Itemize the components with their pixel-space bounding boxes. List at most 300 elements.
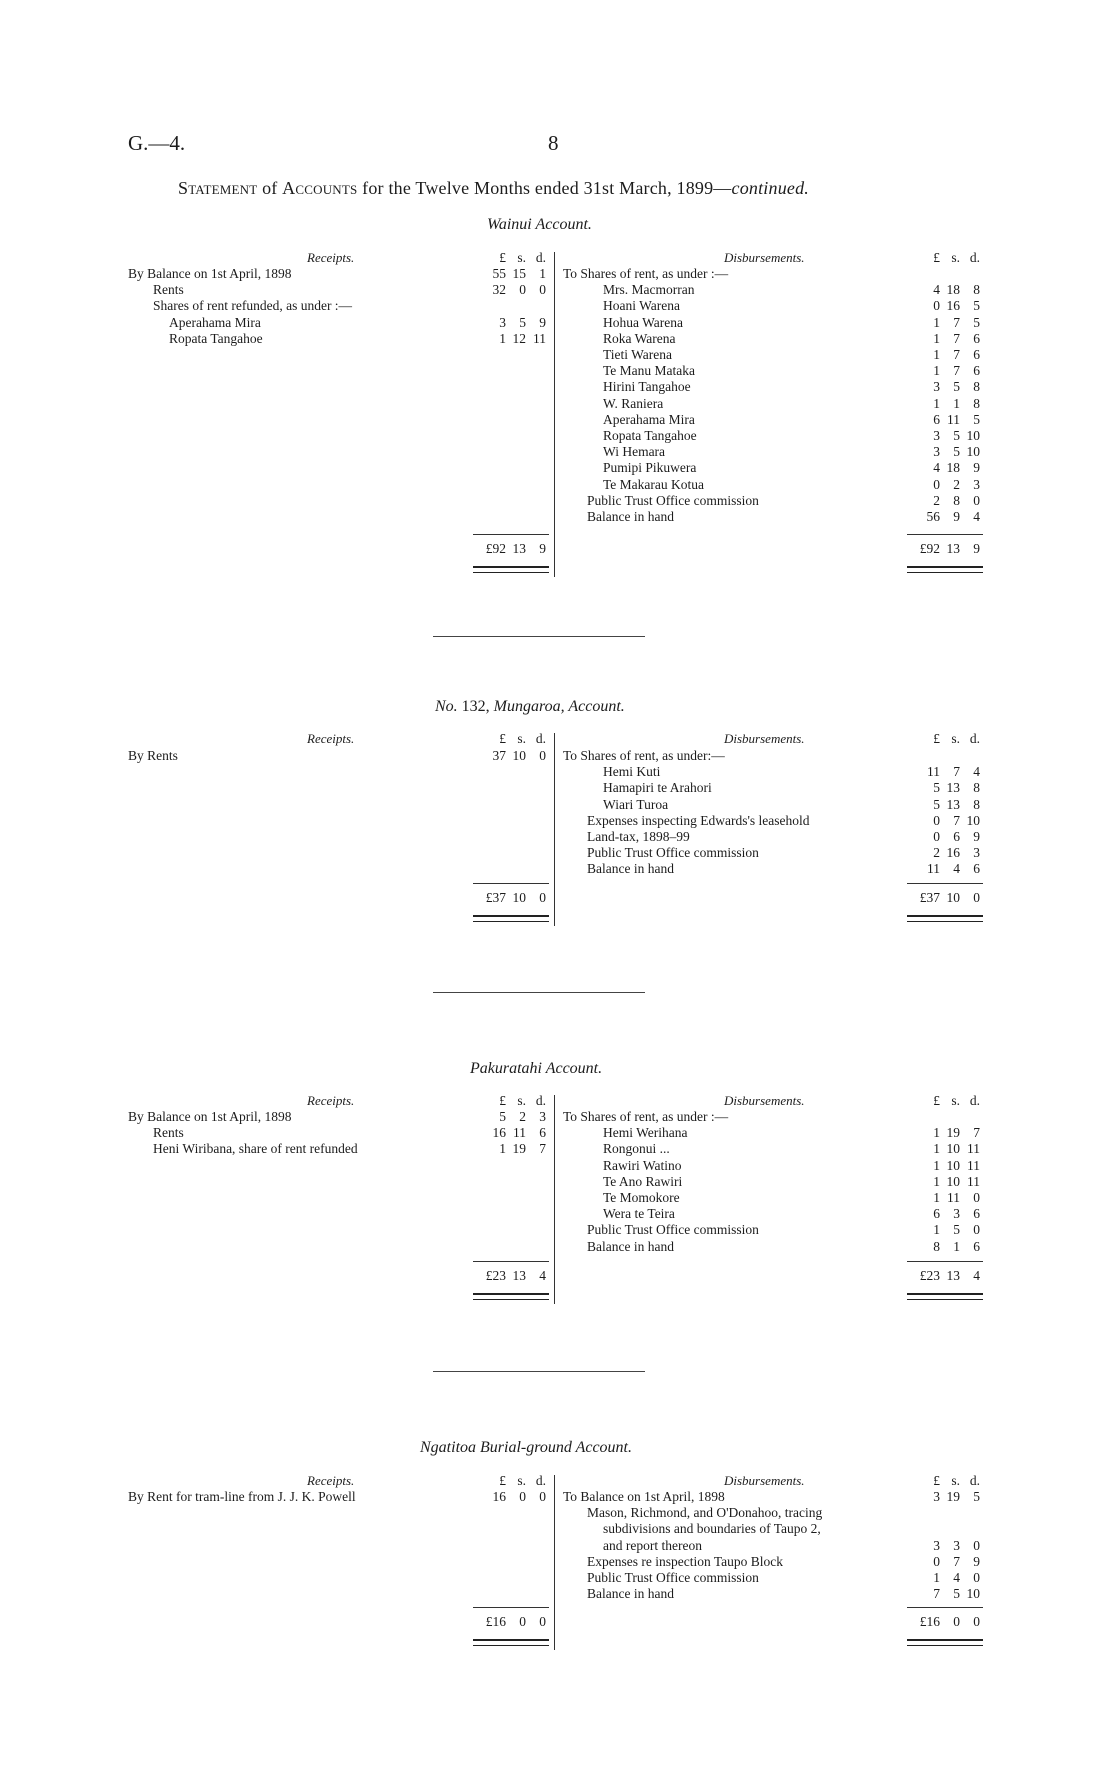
disbursement-amount-shillings: 7 bbox=[953, 347, 960, 362]
disbursement-amount-pence: 4 bbox=[973, 764, 980, 780]
disbursement-row-label: Rawiri Watino bbox=[603, 1157, 682, 1173]
receipt-amount-pounds: 37 bbox=[492, 748, 506, 763]
receipts-total-shillings: 10 bbox=[512, 890, 526, 905]
disbursement-amount-pence: 11 bbox=[967, 1173, 980, 1189]
receipt-amount-shillings: 0 bbox=[519, 1489, 526, 1504]
disbursement-amount bbox=[906, 396, 980, 412]
disbursement-amount-pounds: 4 bbox=[933, 282, 940, 298]
receipts-header: Receipts. bbox=[307, 250, 355, 265]
disbursement-amount-shillings: 7 bbox=[953, 330, 960, 346]
column-divider bbox=[554, 252, 555, 577]
disbursement-amount-pence: 6 bbox=[973, 861, 980, 877]
disbursement-amount-pounds: 2 bbox=[933, 492, 940, 508]
disbursement-row-label: Hoani Warena bbox=[603, 298, 681, 314]
disbursement-amount-pounds: 3 bbox=[933, 1489, 940, 1504]
disbursement-amount-pounds: 3 bbox=[933, 1537, 940, 1553]
disbursement-amount bbox=[906, 460, 980, 476]
receipts-total-pence: 4 bbox=[539, 1268, 546, 1283]
disbursement-amount-pence: 6 bbox=[973, 363, 980, 379]
disbursement-amount-pounds: 8 bbox=[933, 1238, 940, 1254]
disbursement-amount-pounds: 1 bbox=[933, 1173, 940, 1189]
disbursements-units-shillings: s. bbox=[951, 731, 960, 746]
disbursement-amount-shillings: 9 bbox=[953, 509, 960, 524]
disbursement-row-label: Roka Warena bbox=[603, 330, 676, 346]
disbursements-units bbox=[906, 731, 980, 747]
disbursements-units-pounds: £ bbox=[933, 250, 940, 265]
disbursement-amount-pounds: 1 bbox=[933, 1190, 940, 1205]
account-title bbox=[470, 1060, 602, 1078]
disbursement-amount-pence: 6 bbox=[973, 330, 980, 346]
disbursements-units bbox=[906, 1093, 980, 1109]
receipt-amount-pence: 3 bbox=[539, 1109, 546, 1124]
disbursement-row-label: Public Trust Office commission bbox=[587, 492, 759, 508]
disbursement-row-label: Pumipi Pikuwera bbox=[603, 460, 697, 476]
disbursement-amount-shillings: 19 bbox=[946, 1489, 960, 1504]
disbursement-amount-pence: 8 bbox=[973, 395, 980, 411]
disbursement-amount-shillings: 11 bbox=[947, 1190, 960, 1205]
receipt-amount-pounds: 32 bbox=[492, 282, 506, 298]
receipt-row-label: Rents bbox=[153, 1125, 184, 1141]
disbursement-amount-pounds: 3 bbox=[933, 428, 940, 443]
receipts-units-pounds: £ bbox=[499, 1473, 506, 1488]
disbursement-amount-shillings: 3 bbox=[953, 1206, 960, 1222]
disbursement-amount bbox=[906, 428, 980, 444]
disbursement-amount-pence: 3 bbox=[973, 845, 980, 861]
disbursement-amount-pounds: 0 bbox=[933, 829, 940, 844]
disbursement-amount bbox=[906, 861, 980, 877]
disbursements-units-pence: d. bbox=[969, 1093, 980, 1108]
receipts-units-pence: d. bbox=[535, 731, 546, 746]
receipt-row-label: Ropata Tangahoe bbox=[169, 330, 263, 346]
disbursement-amount-shillings: 7 bbox=[953, 314, 960, 330]
disbursement-amount-shillings: 18 bbox=[946, 282, 960, 298]
disbursements-units-shillings: s. bbox=[951, 1473, 960, 1488]
receipts-total-shillings: 13 bbox=[512, 541, 526, 556]
disbursement-amount-pence: 0 bbox=[973, 1537, 980, 1553]
receipt-amount-pounds: 16 bbox=[492, 1125, 506, 1141]
receipts-total bbox=[472, 1614, 546, 1630]
disbursement-row-label: Hemi Werihana bbox=[603, 1125, 688, 1141]
receipt-amount-shillings: 5 bbox=[519, 314, 526, 330]
disbursement-row-label: Balance in hand bbox=[587, 509, 674, 524]
receipt-amount-pence: 0 bbox=[539, 282, 546, 298]
disbursement-amount-pounds: 1 bbox=[933, 395, 940, 411]
disbursement-amount bbox=[906, 1190, 980, 1206]
disbursement-amount-pounds: 0 bbox=[933, 476, 940, 492]
disbursement-amount-pounds: 11 bbox=[927, 861, 940, 877]
disbursements-total-rule bbox=[907, 1607, 983, 1608]
document-code: G.—4. bbox=[128, 131, 186, 155]
disbursement-amount-shillings: 11 bbox=[947, 411, 960, 427]
receipt-row-label: By Rents bbox=[128, 748, 178, 763]
receipts-units-shillings: s. bbox=[517, 250, 526, 265]
page-number: 8 bbox=[548, 131, 559, 155]
statement-title: Statement of Accounts for the Twelve Months ended 31st March, 1899—continued. bbox=[178, 178, 809, 198]
disbursement-amount-shillings: 16 bbox=[946, 845, 960, 861]
receipt-amount bbox=[472, 1141, 546, 1157]
receipt-amount bbox=[472, 1109, 546, 1125]
disbursement-amount bbox=[906, 412, 980, 428]
disbursement-amount-pence: 5 bbox=[973, 298, 980, 314]
disbursement-amount-pence: 5 bbox=[973, 314, 980, 330]
section-separator bbox=[433, 992, 645, 993]
disbursement-amount-shillings: 4 bbox=[953, 861, 960, 877]
disbursements-total-pounds: £92 bbox=[919, 541, 940, 556]
disbursement-row-label: subdivisions and boundaries of Taupo 2, bbox=[603, 1521, 821, 1537]
disbursement-row-label: Expenses re inspection Taupo Block bbox=[587, 1553, 784, 1569]
receipt-amount bbox=[472, 282, 546, 298]
receipt-amount-pence: 11 bbox=[533, 330, 546, 346]
receipts-total-pence: 0 bbox=[539, 890, 546, 905]
disbursements-double-rule bbox=[907, 1639, 983, 1646]
disbursements-units-shillings: s. bbox=[951, 250, 960, 265]
disbursement-amount bbox=[906, 331, 980, 347]
disbursement-amount bbox=[906, 1570, 980, 1586]
disbursement-amount bbox=[906, 780, 980, 796]
disbursement-amount-shillings: 7 bbox=[953, 363, 960, 379]
disbursement-amount-pence: 7 bbox=[973, 1125, 980, 1141]
disbursements-header: Disbursements. bbox=[724, 731, 805, 746]
disbursement-amount-pence: 9 bbox=[973, 829, 980, 844]
disbursements-units bbox=[906, 1473, 980, 1489]
receipt-amount-shillings: 2 bbox=[519, 1109, 526, 1124]
disbursements-total-pence: 0 bbox=[973, 1614, 980, 1629]
disbursements-units-pence: d. bbox=[969, 731, 980, 746]
receipts-total-shillings: 13 bbox=[512, 1268, 526, 1283]
disbursements-units-pounds: £ bbox=[933, 731, 940, 746]
disbursement-amount bbox=[906, 379, 980, 395]
disbursement-row-label: Rongonui ... bbox=[603, 1141, 670, 1157]
disbursement-row-label: Public Trust Office commission bbox=[587, 845, 759, 861]
receipts-total-rule bbox=[473, 534, 549, 535]
receipt-amount-pence: 7 bbox=[539, 1141, 546, 1157]
receipts-header: Receipts. bbox=[307, 731, 355, 746]
disbursement-amount bbox=[906, 1586, 980, 1602]
receipt-amount-pounds: 16 bbox=[492, 1489, 506, 1504]
receipts-header: Receipts. bbox=[307, 1093, 355, 1108]
disbursement-row-label: To Shares of rent, as under :— bbox=[563, 1109, 729, 1124]
receipts-total-pounds: £92 bbox=[485, 541, 506, 556]
receipt-amount bbox=[472, 748, 546, 764]
disbursement-row-label: Hamapiri te Arahori bbox=[603, 780, 712, 796]
receipts-total-rule bbox=[473, 1607, 549, 1608]
receipts-units-shillings: s. bbox=[517, 731, 526, 746]
disbursement-row-label: and report thereon bbox=[603, 1537, 702, 1553]
disbursements-units-pence: d. bbox=[969, 250, 980, 265]
disbursement-amount-pounds: 1 bbox=[933, 1125, 940, 1141]
disbursement-row-label: Balance in hand bbox=[587, 1238, 674, 1254]
disbursement-row-label: To Balance on 1st April, 1898 bbox=[563, 1489, 725, 1504]
disbursements-total-rule bbox=[907, 534, 983, 535]
receipt-amount-pounds: 1 bbox=[499, 1141, 506, 1157]
disbursements-total bbox=[906, 890, 980, 906]
receipts-units-pounds: £ bbox=[499, 1093, 506, 1108]
disbursements-units-pence: d. bbox=[969, 1473, 980, 1488]
disbursement-amount-pounds: 1 bbox=[933, 1141, 940, 1157]
receipt-amount-pence: 6 bbox=[539, 1125, 546, 1141]
disbursements-header: Disbursements. bbox=[724, 250, 805, 265]
disbursement-row-label: Wera te Teira bbox=[603, 1206, 675, 1222]
receipt-amount-pounds: 55 bbox=[492, 266, 506, 281]
disbursement-amount-pence: 10 bbox=[966, 444, 980, 460]
disbursement-row-label: Te Manu Mataka bbox=[603, 363, 696, 379]
receipts-total bbox=[472, 890, 546, 906]
disbursement-row-label: W. Raniera bbox=[603, 395, 664, 411]
disbursement-row-label: Balance in hand bbox=[587, 861, 674, 877]
disbursement-amount bbox=[906, 1206, 980, 1222]
receipt-amount-pence: 1 bbox=[539, 266, 546, 281]
section-separator bbox=[433, 636, 645, 637]
disbursement-amount-pence: 9 bbox=[973, 460, 980, 476]
receipts-units-shillings: s. bbox=[517, 1473, 526, 1488]
receipts-units-pence: d. bbox=[535, 1473, 546, 1488]
disbursements-total bbox=[906, 1268, 980, 1284]
disbursement-amount-shillings: 13 bbox=[946, 796, 960, 812]
disbursements-double-rule bbox=[907, 566, 983, 573]
disbursements-double-rule bbox=[907, 1293, 983, 1300]
disbursement-amount-pounds: 6 bbox=[933, 1206, 940, 1222]
receipt-amount-pounds: 3 bbox=[499, 314, 506, 330]
receipt-row-label: Shares of rent refunded, as under :— bbox=[153, 298, 353, 314]
receipts-total bbox=[472, 541, 546, 557]
disbursement-amount bbox=[906, 444, 980, 460]
receipt-row-label: Rents bbox=[153, 282, 184, 298]
disbursement-amount-pounds: 56 bbox=[926, 509, 940, 524]
disbursement-amount-shillings: 13 bbox=[946, 780, 960, 796]
disbursement-amount-shillings: 5 bbox=[953, 1586, 960, 1602]
receipts-total-rule bbox=[473, 883, 549, 884]
disbursement-row-label: Ropata Tangahoe bbox=[603, 428, 697, 443]
disbursement-amount-shillings: 10 bbox=[946, 1141, 960, 1157]
receipts-total-pence: 0 bbox=[539, 1614, 546, 1629]
receipt-amount-pence: 0 bbox=[539, 1489, 546, 1504]
receipt-amount bbox=[472, 331, 546, 347]
receipts-units-pounds: £ bbox=[499, 250, 506, 265]
disbursement-amount-pence: 0 bbox=[973, 1222, 980, 1238]
disbursement-amount-shillings: 16 bbox=[946, 298, 960, 314]
disbursement-row-label: Expenses inspecting Edwards's leasehold bbox=[587, 812, 810, 828]
account-title-text: Wainui Account. bbox=[487, 216, 592, 233]
disbursement-row-label: Land-tax, 1898–99 bbox=[587, 829, 690, 844]
disbursement-amount-pence: 0 bbox=[973, 1190, 980, 1205]
disbursement-amount bbox=[906, 1222, 980, 1238]
disbursement-row-label: Wi Hemara bbox=[603, 444, 666, 460]
disbursement-amount bbox=[906, 1554, 980, 1570]
disbursement-amount-shillings: 7 bbox=[953, 764, 960, 780]
account-title-text: Ngatitoa Burial-ground Account. bbox=[420, 1439, 632, 1456]
disbursement-amount-pounds: 7 bbox=[933, 1586, 940, 1602]
disbursement-amount bbox=[906, 1239, 980, 1255]
receipts-total-pence: 9 bbox=[539, 541, 546, 556]
receipts-double-rule bbox=[473, 1639, 549, 1646]
disbursement-amount-pence: 6 bbox=[973, 347, 980, 362]
disbursement-amount-shillings: 2 bbox=[953, 476, 960, 492]
disbursement-amount-pounds: 1 bbox=[933, 314, 940, 330]
column-divider bbox=[554, 1475, 555, 1650]
disbursement-amount-shillings: 7 bbox=[953, 812, 960, 828]
disbursement-amount-pence: 10 bbox=[966, 812, 980, 828]
disbursements-total-pence: 0 bbox=[973, 890, 980, 905]
disbursement-amount bbox=[906, 845, 980, 861]
disbursement-amount-shillings: 7 bbox=[953, 1553, 960, 1569]
disbursement-row-label: To Shares of rent, as under:— bbox=[563, 748, 725, 763]
account-title-number: 132, bbox=[461, 698, 494, 715]
disbursement-row-label: Te Makarau Kotua bbox=[603, 476, 705, 492]
disbursement-amount bbox=[906, 282, 980, 298]
disbursement-amount bbox=[906, 797, 980, 813]
receipt-row-label: By Rent for tram-line from J. J. K. Powell bbox=[128, 1489, 356, 1504]
disbursement-amount-pounds: 1 bbox=[933, 330, 940, 346]
disbursement-row-label: Te Momokore bbox=[603, 1190, 680, 1205]
disbursement-amount bbox=[906, 1141, 980, 1157]
disbursement-amount-pounds: 0 bbox=[933, 298, 940, 314]
column-divider bbox=[554, 733, 555, 926]
column-divider bbox=[554, 1095, 555, 1304]
disbursement-amount bbox=[906, 509, 980, 525]
receipt-amount-pence: 9 bbox=[539, 314, 546, 330]
disbursement-row-label: Public Trust Office commission bbox=[587, 1570, 759, 1585]
account-title bbox=[420, 1439, 632, 1457]
disbursement-row-label: Hirini Tangahoe bbox=[603, 379, 691, 395]
receipt-amount bbox=[472, 1489, 546, 1505]
receipt-amount-shillings: 12 bbox=[512, 330, 526, 346]
disbursement-row-label: Balance in hand bbox=[587, 1586, 674, 1602]
receipt-amount bbox=[472, 266, 546, 282]
disbursements-total-pounds: £16 bbox=[919, 1614, 940, 1629]
receipt-amount-shillings: 15 bbox=[512, 266, 526, 281]
disbursements-total-rule bbox=[907, 883, 983, 884]
section-separator bbox=[433, 1371, 645, 1372]
disbursement-amount-pence: 11 bbox=[967, 1141, 980, 1157]
disbursement-amount bbox=[906, 764, 980, 780]
disbursement-amount-pence: 5 bbox=[973, 1489, 980, 1504]
disbursement-amount-shillings: 4 bbox=[953, 1570, 960, 1585]
receipts-total-rule bbox=[473, 1261, 549, 1262]
disbursements-total-pounds: £23 bbox=[919, 1268, 940, 1283]
receipts-units-pence: d. bbox=[535, 1093, 546, 1108]
disbursement-amount-shillings: 1 bbox=[953, 395, 960, 411]
disbursement-amount-pence: 3 bbox=[973, 476, 980, 492]
disbursement-amount-shillings: 5 bbox=[953, 1222, 960, 1238]
disbursement-amount-pence: 0 bbox=[973, 492, 980, 508]
receipts-total-pounds: £16 bbox=[485, 1614, 506, 1629]
account-title-prefix: No. bbox=[435, 698, 462, 715]
disbursements-total bbox=[906, 1614, 980, 1630]
receipts-total-shillings: 0 bbox=[519, 1614, 526, 1629]
receipt-amount-pounds: 1 bbox=[499, 330, 506, 346]
disbursement-amount bbox=[906, 493, 980, 509]
disbursement-amount-pounds: 5 bbox=[933, 780, 940, 796]
receipts-units-shillings: s. bbox=[517, 1093, 526, 1108]
receipt-row-label: By Balance on 1st April, 1898 bbox=[128, 1109, 292, 1124]
receipts-units bbox=[472, 250, 546, 266]
disbursements-total-shillings: 13 bbox=[946, 1268, 960, 1283]
disbursement-row-label: Hemi Kuti bbox=[603, 764, 661, 780]
disbursement-amount-pounds: 11 bbox=[927, 764, 940, 780]
receipts-total bbox=[472, 1268, 546, 1284]
receipt-amount-shillings: 0 bbox=[519, 282, 526, 298]
receipts-double-rule bbox=[473, 566, 549, 573]
disbursement-row-label: Hohua Warena bbox=[603, 314, 684, 330]
receipt-amount-shillings: 10 bbox=[512, 748, 526, 763]
disbursement-amount-pence: 6 bbox=[973, 1206, 980, 1222]
disbursement-amount-pounds: 1 bbox=[933, 1222, 940, 1238]
disbursement-row-label: Public Trust Office commission bbox=[587, 1222, 759, 1238]
disbursement-amount bbox=[906, 1174, 980, 1190]
disbursements-total-pounds: £37 bbox=[919, 890, 940, 905]
receipt-row-label: By Balance on 1st April, 1898 bbox=[128, 266, 292, 281]
receipts-units bbox=[472, 731, 546, 747]
receipt-amount-pence: 0 bbox=[539, 748, 546, 763]
disbursement-amount-pounds: 1 bbox=[933, 1570, 940, 1585]
disbursement-amount-pence: 8 bbox=[973, 796, 980, 812]
disbursements-total-pence: 9 bbox=[973, 541, 980, 556]
disbursement-amount-shillings: 3 bbox=[953, 1537, 960, 1553]
disbursement-row-label: Te Ano Rawiri bbox=[603, 1173, 683, 1189]
receipts-units-pounds: £ bbox=[499, 731, 506, 746]
receipt-amount-shillings: 11 bbox=[513, 1125, 526, 1141]
disbursements-total-rule bbox=[907, 1261, 983, 1262]
disbursements-units-shillings: s. bbox=[951, 1093, 960, 1108]
receipts-units-pence: d. bbox=[535, 250, 546, 265]
receipts-units bbox=[472, 1473, 546, 1489]
disbursement-amount-pounds: 5 bbox=[933, 796, 940, 812]
disbursement-amount bbox=[906, 829, 980, 845]
disbursement-amount-pence: 8 bbox=[973, 780, 980, 796]
receipt-row-label: Heni Wiribana, share of rent refunded bbox=[153, 1141, 358, 1157]
disbursement-amount bbox=[906, 298, 980, 314]
receipt-amount-shillings: 19 bbox=[512, 1141, 526, 1157]
receipt-amount bbox=[472, 1125, 546, 1141]
disbursements-units-pounds: £ bbox=[933, 1093, 940, 1108]
disbursement-amount bbox=[906, 1489, 980, 1505]
disbursement-amount-shillings: 19 bbox=[946, 1125, 960, 1141]
disbursement-row-label: Tieti Warena bbox=[603, 347, 673, 362]
disbursement-amount-pence: 0 bbox=[973, 1570, 980, 1585]
disbursement-amount-pounds: 1 bbox=[933, 347, 940, 362]
disbursements-total-shillings: 13 bbox=[946, 541, 960, 556]
disbursements-units bbox=[906, 250, 980, 266]
receipts-double-rule bbox=[473, 1293, 549, 1300]
disbursement-amount-pence: 8 bbox=[973, 282, 980, 298]
disbursement-amount-pounds: 1 bbox=[933, 1157, 940, 1173]
disbursement-amount-pence: 10 bbox=[966, 1586, 980, 1602]
receipts-total-pounds: £23 bbox=[485, 1268, 506, 1283]
disbursement-amount-pence: 11 bbox=[967, 1157, 980, 1173]
account-title bbox=[435, 698, 625, 716]
disbursement-amount-shillings: 1 bbox=[953, 1238, 960, 1254]
disbursement-amount-pounds: 6 bbox=[933, 411, 940, 427]
disbursement-amount-pence: 4 bbox=[973, 509, 980, 524]
disbursement-amount-pence: 9 bbox=[973, 1553, 980, 1569]
disbursement-amount-shillings: 18 bbox=[946, 460, 960, 476]
disbursement-amount bbox=[906, 1538, 980, 1554]
disbursement-row-label: Wiari Turoa bbox=[603, 796, 669, 812]
disbursement-amount-pence: 10 bbox=[966, 428, 980, 443]
receipts-header: Receipts. bbox=[307, 1473, 355, 1488]
disbursement-amount-pounds: 3 bbox=[933, 444, 940, 460]
disbursements-total-shillings: 0 bbox=[953, 1614, 960, 1629]
receipt-amount-pounds: 5 bbox=[499, 1109, 506, 1124]
disbursement-amount bbox=[906, 363, 980, 379]
disbursement-amount-shillings: 8 bbox=[953, 492, 960, 508]
disbursement-amount-shillings: 6 bbox=[953, 829, 960, 844]
disbursement-amount bbox=[906, 477, 980, 493]
disbursements-total bbox=[906, 541, 980, 557]
disbursement-amount-shillings: 5 bbox=[953, 379, 960, 395]
disbursement-amount-pence: 6 bbox=[973, 1238, 980, 1254]
receipt-amount bbox=[472, 315, 546, 331]
